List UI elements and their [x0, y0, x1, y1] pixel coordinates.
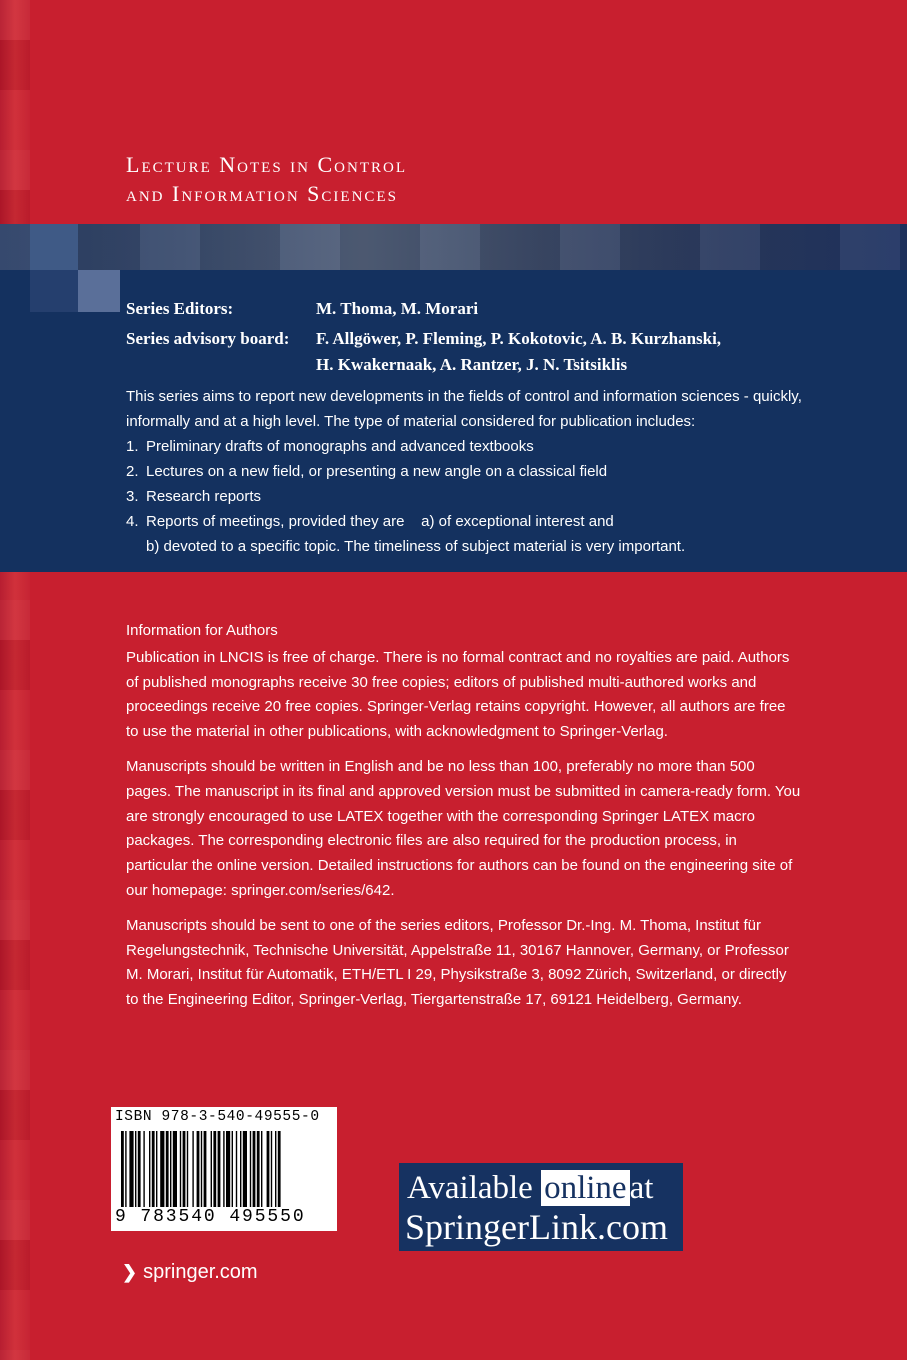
barcode-bar: [160, 1131, 164, 1207]
authors-info-heading: Information for Authors: [126, 622, 278, 639]
barcode-bars: [121, 1131, 327, 1207]
barcode-bar: [187, 1131, 188, 1207]
list-item: [126, 484, 806, 509]
barcode-bar: [211, 1131, 212, 1207]
spine-texture: [0, 0, 30, 1360]
barcode-bar: [226, 1131, 230, 1207]
barcode-bar: [204, 1131, 207, 1207]
barcode-bar: [166, 1131, 169, 1207]
barcode-bar: [218, 1131, 221, 1207]
barcode-bar: [267, 1131, 270, 1207]
list-item: [126, 459, 806, 484]
ean-number: 9 783540 495550: [115, 1207, 306, 1227]
isbn-barcode: [111, 1107, 337, 1231]
chevron-right-icon: ❯: [122, 1262, 138, 1282]
barcode-bar: [275, 1131, 276, 1207]
blurred-band-texture: [0, 224, 907, 270]
barcode-bar: [143, 1131, 144, 1207]
list-item-text: Research reports: [146, 488, 262, 505]
series-editors-value: M. Thoma, M. Morari: [316, 299, 479, 318]
barcode-bar: [170, 1131, 171, 1207]
list-item-text: Reports of meetings, provided they are a) of exceptional interest and: [146, 513, 614, 530]
barcode-bar: [183, 1131, 186, 1207]
barcode-bar: [257, 1131, 260, 1207]
springerlink-badge: [399, 1163, 683, 1251]
springer-website: [122, 1258, 258, 1286]
badge-word-available: Available: [407, 1170, 542, 1206]
series-description: [126, 384, 806, 559]
barcode-bar: [197, 1131, 200, 1207]
series-editors-label: Series Editors:: [126, 299, 234, 318]
barcode-bar: [271, 1131, 272, 1207]
barcode-bar: [201, 1131, 202, 1207]
barcode-bar: [243, 1131, 247, 1207]
decor-square: [30, 224, 78, 270]
series-title-line1: Lecture Notes in Control: [126, 152, 407, 177]
barcode-bar: [261, 1131, 262, 1207]
series-title: [126, 150, 407, 208]
barcode-bar: [121, 1131, 124, 1207]
barcode-bar: [156, 1131, 157, 1207]
barcode-bar: [236, 1131, 237, 1207]
barcode-bar: [180, 1131, 181, 1207]
decor-square: [30, 270, 78, 312]
barcode-bar: [240, 1131, 241, 1207]
list-item-number: 1.: [126, 438, 139, 455]
advisory-board-label: Series advisory board:: [126, 329, 290, 348]
list-item: [126, 509, 806, 534]
barcode-bar: [135, 1131, 136, 1207]
barcode-bar: [173, 1131, 177, 1207]
advisory-board-row: [126, 326, 826, 378]
editors-block: [126, 296, 826, 378]
list-item-text: Lectures on a new field, or presenting a new angle on a classical field: [146, 463, 608, 480]
list-item-continuation: b) devoted to a specific topic. The timeliness of subject material is very important.: [146, 538, 686, 555]
series-description-paragraph: This series aims to report new developments in the fields of control and information sciences - quickly, informally and at a high level. The type of material considered for publication includes:: [126, 388, 802, 430]
barcode-bar: [250, 1131, 251, 1207]
barcode-bar: [232, 1131, 233, 1207]
list-item-number: 3.: [126, 488, 139, 505]
barcode-bar: [213, 1131, 216, 1207]
springer-url-text: springer.com: [143, 1261, 258, 1283]
barcode-bar: [253, 1131, 256, 1207]
authors-info-paragraph: Publication in LNCIS is free of charge. There is no formal contract and no royalties are paid. Authors of published monographs receive 30 free copies; editors of published multi-authored works and proceedings receive 20 free copies. Springer-Verlag retains copyright. However, all authors are free to use the material in other publications, with acknowledgment to Springer-Verlag.: [126, 648, 790, 741]
badge-springerlink: SpringerLink.com: [405, 1207, 668, 1247]
barcode-bar: [152, 1131, 155, 1207]
list-item-number: 4.: [126, 513, 139, 530]
barcode-bar: [223, 1131, 224, 1207]
barcode-bar: [149, 1131, 150, 1207]
authors-information: [126, 619, 802, 1023]
advisory-board-line2: H. Kwakernaak, A. Rantzer, J. N. Tsitsiklis: [316, 355, 628, 374]
advisory-board-line1: F. Allgöwer, P. Fleming, P. Kokotovic, A. B. Kurzhanski,: [316, 329, 722, 348]
material-types-list: [126, 434, 806, 534]
authors-info-paragraph: Manuscripts should be sent to one of the series editors, Professor Dr.-Ing. M. Thoma, Institut für Regelungstechnik, Technische Universität, Appelstraße 11, 30167 Hannover, Germany, or Professor M. Morari, Institut für Automatik, ETH/ETL I 29, Physikstraße 3, 8092 Zürich, Switzerland, or directly to the Engineering Editor, Springer-Verlag, Tiergartenstraße 17, 69121 Heidelberg, Germany.: [126, 916, 789, 1009]
decor-square: [78, 270, 120, 312]
barcode-bar: [192, 1131, 193, 1207]
series-editors-row: [126, 296, 826, 322]
badge-available-online: [407, 1169, 653, 1207]
barcode-bar: [278, 1131, 281, 1207]
authors-info-paragraph: Manuscripts should be written in English and be no less than 100, preferably no more than 500 pages. The manuscript in its final and approved version must be submitted in camera-ready form. You are strongly encouraged to use LATEX together with the corresponding Springer LATEX macro packages. The corresponding electronic files are also required for the production process, in particular the online version. Detailed instructions for authors can be found on the engineering site of our homepage: springer.com/series/642.: [126, 757, 801, 899]
series-title-line2: and Information Sciences: [126, 181, 398, 206]
list-item-number: 2.: [126, 463, 139, 480]
barcode-bar: [125, 1131, 126, 1207]
isbn-number: ISBN 978-3-540-49555-0: [115, 1109, 320, 1125]
badge-word-online: online: [541, 1170, 629, 1206]
barcode-bar: [129, 1131, 133, 1207]
barcode-bar: [138, 1131, 141, 1207]
list-item-text: Preliminary drafts of monographs and advanced textbooks: [146, 438, 534, 455]
list-item: [126, 434, 806, 459]
badge-word-at: at: [629, 1170, 654, 1206]
